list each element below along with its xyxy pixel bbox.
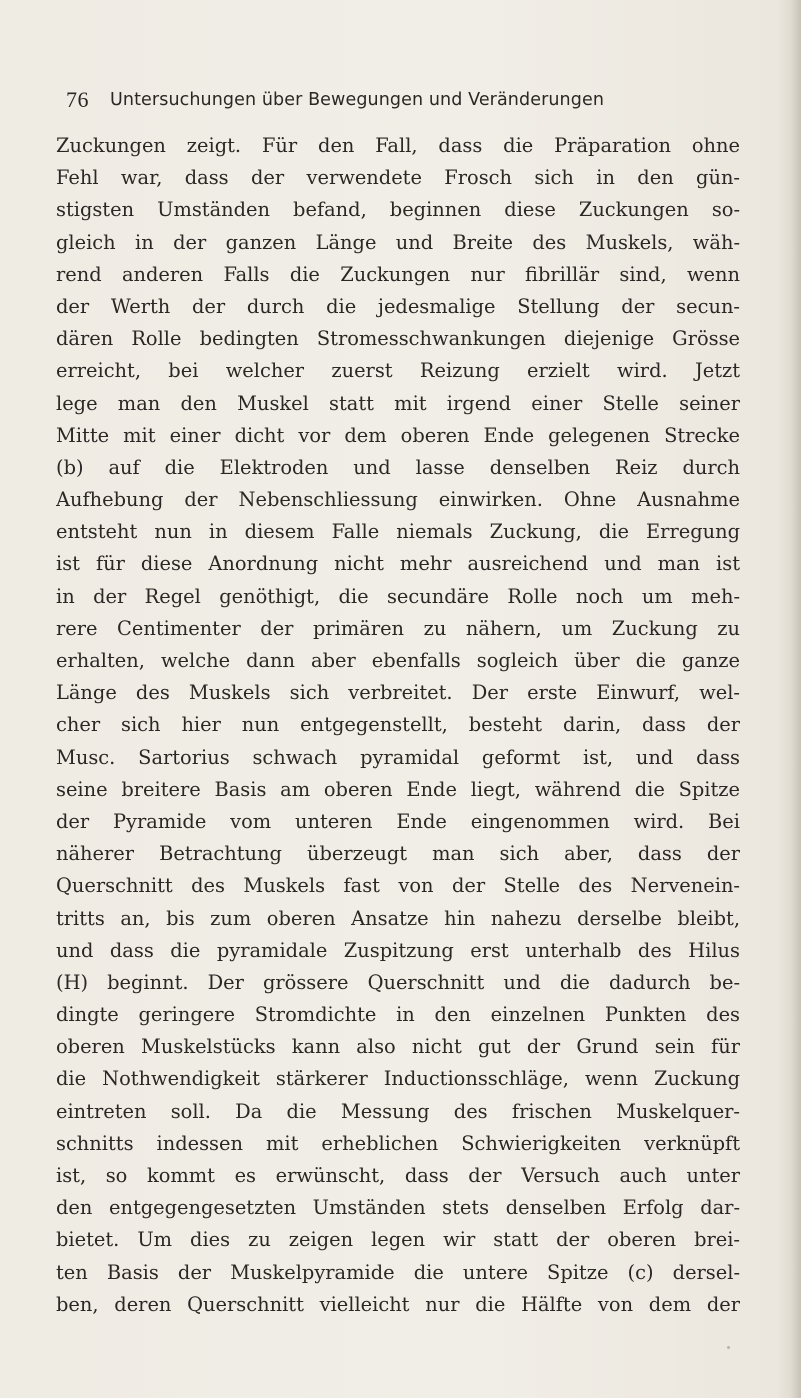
- text-line: eintreten soll. Da die Messung des frischen Muskelquer-: [56, 1099, 740, 1123]
- text-line: Querschnitt des Muskels fast von der Stelle des Nervenein-: [56, 874, 740, 898]
- text-line: den entgegengesetzten Umständen stets denselben Erfolg dar-: [56, 1196, 740, 1220]
- text-line: in der Regel genöthigt, die secundäre Rolle noch um meh-: [56, 584, 740, 608]
- text-line: Zuckungen zeigt. Für den Fall, dass die Präparation ohne: [56, 134, 740, 157]
- text-line: ist für diese Anordnung nicht mehr ausreichend und man ist: [56, 552, 740, 576]
- text-line: stigsten Umständen befand, beginnen diese Zuckungen so-: [56, 198, 740, 222]
- body-paragraph: [56, 130, 740, 1321]
- text-line: seine breitere Basis am oberen Ende liegt, während die Spitze: [56, 777, 740, 801]
- text-line: ten Basis der Muskelpyramide die untere Spitze (c) dersel-: [56, 1260, 740, 1284]
- text-line: der Werth der durch die jedesmalige Stellung der secun-: [56, 294, 740, 318]
- text-line: dären Rolle bedingten Stromesschwankungen diejenige Grösse: [56, 327, 740, 351]
- text-line: entsteht nun in diesem Falle niemals Zuckung, die Erregung: [56, 520, 740, 544]
- text-line: und dass die pyramidale Zuspitzung erst unterhalb des Hilus: [56, 938, 740, 962]
- text-line: tritts an, bis zum oberen Ansatze hin nahezu derselbe bleibt,: [56, 906, 740, 930]
- page-edge-shadow: [791, 0, 801, 1398]
- text-line: Fehl war, dass der verwendete Frosch sich in den gün-: [56, 166, 740, 190]
- page-number: 76: [66, 87, 89, 112]
- running-header: [66, 80, 686, 120]
- text-line: lege man den Muskel statt mit irgend einer Stelle seiner: [56, 391, 740, 415]
- text-line: erreicht, bei welcher zuerst Reizung erzielt wird. Jetzt: [56, 359, 740, 383]
- text-line: ben, deren Querschnitt vielleicht nur die Hälfte von dem der: [56, 1292, 740, 1316]
- paper-speck: [727, 1346, 730, 1349]
- text-line: bietet. Um dies zu zeigen legen wir statt der oberen brei-: [56, 1228, 740, 1252]
- text-line: schnitts indessen mit erheblichen Schwierigkeiten verknüpft: [56, 1131, 740, 1155]
- text-line: oberen Muskelstücks kann also nicht gut der Grund sein für: [56, 1035, 740, 1059]
- text-line: (H) beginnt. Der grössere Querschnitt und die dadurch be-: [56, 970, 740, 994]
- text-line: der Pyramide vom unteren Ende eingenommen wird. Bei: [56, 809, 740, 833]
- running-title: Untersuchungen über Bewegungen und Veränderungen: [110, 90, 605, 110]
- text-line: gleich in der ganzen Länge und Breite des Muskels, wäh-: [56, 230, 740, 254]
- text-line: die Nothwendigkeit stärkerer Inductionsschläge, wenn Zuckung: [56, 1067, 740, 1091]
- text-line: erhalten, welche dann aber ebenfalls sogleich über die ganze: [56, 649, 740, 672]
- text-line: rere Centimenter der primären zu nähern, um Zuckung zu: [56, 616, 740, 640]
- text-line: rend anderen Falls die Zuckungen nur fibrillär sind, wenn: [56, 262, 740, 286]
- text-line: (b) auf die Elektroden und lasse denselben Reiz durch: [56, 455, 740, 479]
- text-line: Musc. Sartorius schwach pyramidal geformt ist, und dass: [56, 745, 740, 769]
- text-line: dingte geringere Stromdichte in den einzelnen Punkten des: [56, 1003, 740, 1027]
- text-line: Länge des Muskels sich verbreitet. Der erste Einwurf, wel-: [56, 681, 740, 705]
- text-line: ist, so kommt es erwünscht, dass der Versuch auch unter: [56, 1164, 740, 1187]
- text-line: näherer Betrachtung überzeugt man sich aber, dass der: [56, 842, 740, 866]
- text-line: Mitte mit einer dicht vor dem oberen Ende gelegenen Strecke: [56, 423, 740, 447]
- text-line: Aufhebung der Nebenschliessung einwirken. Ohne Ausnahme: [56, 488, 740, 512]
- text-line: cher sich hier nun entgegenstellt, besteht darin, dass der: [56, 713, 740, 737]
